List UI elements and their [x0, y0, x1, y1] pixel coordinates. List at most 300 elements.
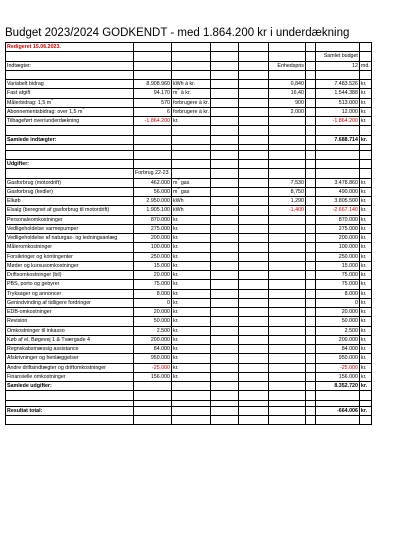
table-cell [238, 89, 268, 98]
table-cell [359, 169, 371, 178]
table-cell [305, 252, 315, 261]
table-cell: 3.478.860 [315, 178, 359, 187]
table-cell: 15.000 [315, 261, 359, 270]
table-cell: 56.000 [134, 187, 172, 196]
table-cell: 462.000 [134, 178, 172, 187]
table-cell: kr. [359, 317, 371, 326]
table-cell: kr. [172, 363, 211, 372]
table-cell: Variabelt bidrag [6, 80, 134, 89]
table-row [6, 89, 372, 98]
table-cell: kr. [172, 335, 211, 344]
table-row [6, 345, 372, 354]
table-row [6, 43, 372, 52]
table-cell: 50.000 [315, 317, 359, 326]
table-cell: 2.500 [315, 326, 359, 335]
table-cell [305, 135, 315, 144]
table-cell: Tryksager og annoncer [6, 289, 134, 298]
table-cell [315, 415, 359, 424]
table-row [6, 298, 372, 307]
table-cell: kr. [172, 117, 211, 126]
table-cell: Møder og kursusomkostninger [6, 261, 134, 270]
table-cell: Personaleomkostninger [6, 215, 134, 224]
table-cell: -1.864.200 [315, 117, 359, 126]
table-cell [305, 382, 315, 391]
table-cell [268, 289, 305, 298]
table-cell [172, 391, 211, 400]
table-cell: 0 [315, 298, 359, 307]
table-cell [268, 280, 305, 289]
table-cell [305, 289, 315, 298]
table-cell: 20.000 [134, 271, 172, 280]
table-row [6, 391, 372, 400]
table-cell [305, 215, 315, 224]
table-cell: 84.000 [315, 345, 359, 354]
table-cell: forbrugere à kr. [173, 108, 209, 115]
table-row [6, 107, 372, 116]
table-cell: kr. [172, 271, 211, 280]
table-cell [238, 61, 268, 70]
table-cell [238, 52, 268, 61]
table-cell: kr. [172, 224, 211, 233]
table-cell: $m^3$ gas [172, 178, 211, 187]
table-cell: Fast afgift [6, 89, 134, 98]
table-cell [238, 224, 268, 233]
table-row [6, 354, 372, 363]
table-cell [210, 107, 238, 116]
table-cell [238, 391, 268, 400]
table-cell: EDB-omkostninger [6, 308, 134, 317]
table-cell: 2.500 [134, 326, 172, 335]
table-cell [305, 345, 315, 354]
table-cell [238, 150, 268, 159]
table-row [6, 197, 372, 206]
table-cell: 250.000 [134, 252, 172, 261]
table-cell [268, 234, 305, 243]
table-cell [268, 215, 305, 224]
table-cell [210, 89, 238, 98]
table-cell [305, 107, 315, 116]
table-cell: kr. [359, 363, 371, 372]
table-cell: kr. [359, 372, 371, 381]
table-cell [6, 52, 134, 61]
table-cell [238, 372, 268, 381]
table-cell [268, 43, 305, 52]
table-cell [268, 335, 305, 344]
table-cell [268, 317, 305, 326]
table-cell [305, 391, 315, 400]
table-cell: kr. [359, 335, 371, 344]
table-cell [6, 150, 134, 159]
table-cell: kr. [359, 252, 371, 261]
table-row [6, 206, 372, 215]
table-cell [134, 160, 172, 169]
table-cell: kr. [172, 289, 211, 298]
table-cell: 2.950.000 [134, 197, 172, 206]
table-cell [268, 52, 305, 61]
table-cell: kr. [172, 298, 211, 307]
table-cell: 7,530 [268, 178, 305, 187]
table-row [6, 70, 372, 79]
table-cell [210, 160, 238, 169]
table-cell: Genindvinding af tidligere fordringer [6, 298, 134, 307]
table-cell: 8,750 [268, 187, 305, 196]
table-cell: kr. [359, 178, 371, 187]
table-row [6, 234, 372, 243]
table-cell [238, 289, 268, 298]
table-cell: Redigeret 15.06.2023. [6, 43, 134, 52]
table-cell [210, 271, 238, 280]
table-cell: 7.483.526 [315, 80, 359, 89]
table-cell: 75.000 [315, 280, 359, 289]
table-cell: kr. [172, 326, 211, 335]
table-row [6, 160, 372, 169]
table-cell: Tilbageført over/underdækning [6, 117, 134, 126]
table-cell [210, 280, 238, 289]
table-cell: kr. [359, 271, 371, 280]
table-cell [305, 298, 315, 307]
table-cell: kr. [359, 289, 371, 298]
table-cell [210, 363, 238, 372]
table-cell: kr. [359, 117, 371, 126]
table-cell: kr. [172, 252, 211, 261]
table-row [6, 61, 372, 70]
table-cell [238, 354, 268, 363]
table-cell [238, 215, 268, 224]
table-cell: kr. [359, 80, 371, 89]
table-row [6, 178, 372, 187]
table-row [6, 289, 372, 298]
table-row [6, 117, 372, 126]
table-cell [238, 160, 268, 169]
table-row [6, 271, 372, 280]
table-cell [134, 70, 172, 79]
table-cell [210, 261, 238, 270]
table-cell: Driftsomkostninger (bil) [6, 271, 134, 280]
table-cell [305, 43, 315, 52]
table-cell: kr. [172, 345, 211, 354]
table-cell [268, 252, 305, 261]
table-row [6, 135, 372, 144]
table-cell [315, 126, 359, 135]
table-cell [210, 70, 238, 79]
table-cell: Køb af el, Bøgevej 1 & Tværgade 4 [6, 335, 134, 344]
table-cell: kr. [172, 317, 211, 326]
table-cell [6, 126, 134, 135]
table-cell [315, 70, 359, 79]
table-cell: 2.000 [268, 107, 305, 116]
table-cell: kr. [359, 345, 371, 354]
table-cell: kr. [359, 326, 371, 335]
table-cell: kr. [359, 215, 371, 224]
table-cell [134, 135, 172, 144]
table-cell: kr. [359, 406, 371, 415]
table-cell: 275.000 [315, 224, 359, 233]
table-row [6, 80, 372, 89]
table-cell [210, 335, 238, 344]
table-cell [210, 372, 238, 381]
table-cell: Revision [6, 317, 134, 326]
table-cell [268, 126, 305, 135]
table-cell [134, 382, 172, 391]
table-cell [268, 150, 305, 159]
table-cell [268, 345, 305, 354]
table-cell [305, 243, 315, 252]
table-cell: kr. [359, 197, 371, 206]
table-cell [210, 354, 238, 363]
table-cell: 156.000 [315, 372, 359, 381]
table-cell [359, 160, 371, 169]
table-cell: kWh [172, 206, 211, 215]
table-cell: Andre driftsindtægter og driftomkostninger [6, 363, 134, 372]
table-cell [238, 80, 268, 89]
table-cell [305, 80, 315, 89]
table-cell [359, 52, 371, 61]
table-cell [6, 169, 134, 178]
table-cell: 50.000 [134, 317, 172, 326]
table-row [6, 326, 372, 335]
table-cell: md. [360, 62, 370, 69]
table-cell [305, 187, 315, 196]
table-cell: -1.864.200 [134, 117, 172, 126]
table-cell [268, 415, 305, 424]
table-cell: 200.000 [134, 234, 172, 243]
table-cell [210, 197, 238, 206]
table-cell: kr. [172, 308, 211, 317]
table-cell [305, 169, 315, 178]
table-cell: 513.000 [315, 98, 359, 107]
table-cell [305, 415, 315, 424]
table-cell [305, 280, 315, 289]
table-row [6, 52, 372, 61]
table-cell: kr. [359, 107, 371, 116]
table-cell [305, 178, 315, 187]
table-row [6, 169, 372, 178]
table-cell [6, 70, 134, 79]
table-cell: $m^2$ à kr. [172, 89, 211, 98]
table-cell [238, 169, 268, 178]
table-cell: Gasforbrug (motordrift) [6, 178, 134, 187]
table-cell [238, 326, 268, 335]
table-cell [210, 326, 238, 335]
table-cell [268, 271, 305, 280]
table-cell [172, 415, 211, 424]
table-cell: 15.000 [134, 261, 172, 270]
table-cell [305, 126, 315, 135]
table-cell [172, 160, 211, 169]
table-row [6, 415, 372, 424]
table-cell: 20.000 [134, 308, 172, 317]
table-cell: Indtægter: [6, 61, 134, 70]
table-cell: 156.000 [134, 372, 172, 381]
table-cell [359, 126, 371, 135]
table-cell: kr. [359, 243, 371, 252]
table-cell [268, 298, 305, 307]
table-cell: 16,40 [268, 89, 305, 98]
table-cell [172, 135, 211, 144]
table-cell: PBS, porto og gebyrer [6, 280, 134, 289]
table-cell [305, 52, 315, 61]
table-row [6, 317, 372, 326]
table-row [6, 224, 372, 233]
table-cell [210, 391, 238, 400]
table-cell [305, 363, 315, 372]
table-cell: 900 [268, 98, 305, 107]
table-cell [210, 415, 238, 424]
table-cell: 12.000 [315, 107, 359, 116]
table-cell [210, 43, 238, 52]
table-cell [210, 406, 238, 415]
table-cell: 570 [134, 98, 172, 107]
table-row [6, 280, 372, 289]
table-cell: 1,290 [268, 197, 305, 206]
table-cell [172, 70, 211, 79]
table-cell [238, 43, 268, 52]
table-cell [238, 335, 268, 344]
table-cell: Samlede udgifter: [6, 382, 134, 391]
table-cell [268, 363, 305, 372]
table-row [6, 98, 372, 107]
table-cell: Vedligeholdelse varmepumper [6, 224, 134, 233]
table-cell [268, 135, 305, 144]
table-cell [210, 150, 238, 159]
table-cell [359, 391, 371, 400]
table-cell: 100.000 [315, 243, 359, 252]
table-cell: 12 [315, 61, 359, 70]
table-cell: kr. [359, 89, 371, 98]
table-row [6, 243, 372, 252]
page-title: Budget 2023/2024 GODKENDT - med 1.864.200 kr i underdækning [5, 27, 350, 39]
table-cell: Enhedspris [268, 61, 305, 70]
table-cell: Måleromkostninger [6, 243, 134, 252]
table-cell: 870.000 [315, 215, 359, 224]
table-cell [305, 335, 315, 344]
table-cell [210, 61, 238, 70]
table-cell [238, 308, 268, 317]
table-cell: Abonnementsbidrag: over 1,5 $m^3$ [6, 107, 134, 116]
table-cell [305, 197, 315, 206]
table-cell [268, 326, 305, 335]
table-cell [238, 406, 268, 415]
table-cell: Forbrug 22-23 [134, 169, 172, 178]
table-row [6, 126, 372, 135]
table-cell [134, 43, 172, 52]
table-cell [305, 261, 315, 270]
table-cell: kr. [359, 354, 371, 363]
table-row [6, 372, 372, 381]
table-cell: -2.667.140 [315, 206, 359, 215]
table-cell [134, 126, 172, 135]
table-cell: 1.544.388 [315, 89, 359, 98]
table-cell [359, 415, 371, 424]
table-cell: 200.000 [134, 335, 172, 344]
table-cell: 490.000 [315, 187, 359, 196]
table-cell [6, 415, 134, 424]
table-cell [210, 117, 238, 126]
table-cell [268, 308, 305, 317]
table-cell: kr. [172, 261, 211, 270]
table-cell [305, 271, 315, 280]
budget-table [5, 42, 372, 425]
table-cell: 6 [134, 107, 172, 116]
table-cell [210, 215, 238, 224]
table-cell [172, 382, 211, 391]
table-cell [210, 317, 238, 326]
table-cell [315, 169, 359, 178]
table-cell [134, 415, 172, 424]
table-row [6, 150, 372, 159]
table-cell: kr. [172, 372, 211, 381]
table-cell [268, 117, 305, 126]
table-cell [238, 117, 268, 126]
table-cell: kr. [359, 135, 371, 144]
table-cell [268, 391, 305, 400]
table-cell [238, 206, 268, 215]
table-cell: 8.908.960 [134, 80, 172, 89]
table-cell [238, 317, 268, 326]
table-cell [210, 243, 238, 252]
table-cell [268, 169, 305, 178]
table-cell [210, 224, 238, 233]
table-cell: -664.006 [315, 406, 359, 415]
table-cell: Finansielle omkostninger [6, 372, 134, 381]
table-cell [305, 61, 315, 70]
table-cell [315, 391, 359, 400]
table-cell: 1.905.100 [134, 206, 172, 215]
table-cell [238, 382, 268, 391]
table-cell: 75.000 [134, 280, 172, 289]
table-cell [210, 52, 238, 61]
table-cell [238, 271, 268, 280]
table-cell [172, 150, 211, 159]
table-cell: kr. [359, 206, 371, 215]
table-cell [238, 243, 268, 252]
table-cell [134, 406, 172, 415]
table-row [6, 308, 372, 317]
table-cell [268, 406, 305, 415]
table-row [6, 215, 372, 224]
table-cell: kr. [359, 224, 371, 233]
table-cell [238, 178, 268, 187]
table-cell [268, 354, 305, 363]
table-cell: -1,400 [268, 206, 305, 215]
table-cell [172, 126, 211, 135]
table-cell [210, 126, 238, 135]
table-cell: 8.000 [134, 289, 172, 298]
table-cell: kWh [172, 197, 211, 206]
table-row [6, 261, 372, 270]
table-cell: 8.352.720 [315, 382, 359, 391]
table-cell: 84.000 [134, 345, 172, 354]
table-cell: 75.000 [315, 271, 359, 280]
table-cell: 950.000 [134, 354, 172, 363]
table-cell [210, 289, 238, 298]
table-cell [305, 326, 315, 335]
table-cell [268, 261, 305, 270]
table-cell [305, 224, 315, 233]
table-cell [268, 382, 305, 391]
table-cell [238, 252, 268, 261]
table-cell [210, 298, 238, 307]
table-cell [305, 406, 315, 415]
table-cell [210, 135, 238, 144]
table-cell [238, 197, 268, 206]
table-cell [315, 43, 359, 52]
table-cell [238, 280, 268, 289]
table-cell: kr. [359, 261, 371, 270]
table-cell [305, 372, 315, 381]
table-cell [134, 391, 172, 400]
table-cell [210, 98, 238, 107]
